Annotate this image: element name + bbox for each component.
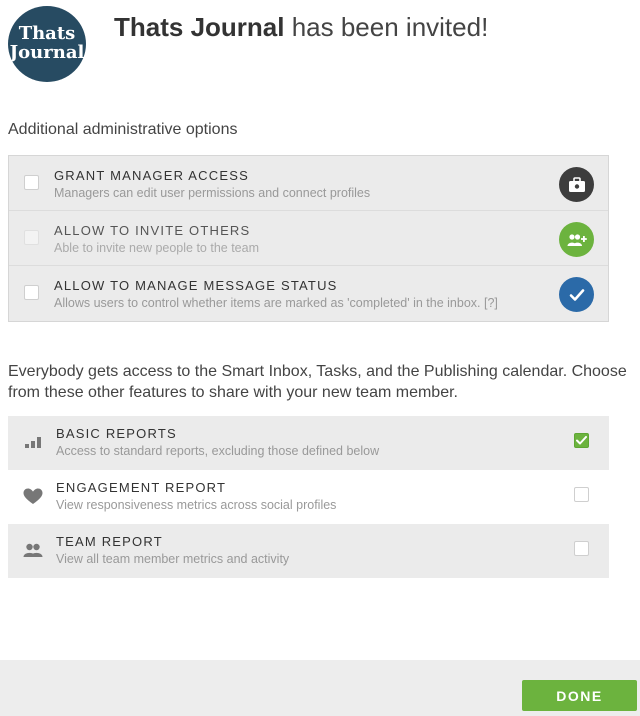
- admin-option-grant-manager[interactable]: [9, 156, 608, 211]
- checkmark-icon: [559, 277, 594, 312]
- heart-icon: [22, 487, 44, 507]
- bar-chart-icon: [22, 433, 44, 453]
- team-people-icon: [22, 541, 44, 561]
- feature-description: View all team member metrics and activity: [56, 552, 290, 566]
- feature-title: TEAM REPORT: [56, 534, 163, 549]
- admin-options-panel: [8, 155, 609, 322]
- admin-option-description: Able to invite new people to the team: [54, 241, 259, 255]
- engagement-report-checkbox[interactable]: [574, 487, 589, 502]
- team-report-checkbox[interactable]: [574, 541, 589, 556]
- headline-suffix: has been invited!: [284, 12, 489, 42]
- admin-option-title: GRANT MANAGER ACCESS: [54, 168, 249, 183]
- admin-option-description: Allows users to control whether items are marked as 'completed' in the inbox. [?]: [54, 296, 498, 310]
- modal-footer: [0, 660, 640, 716]
- feature-description: Access to standard reports, excluding those defined below: [56, 444, 380, 458]
- features-intro-text: Everybody gets access to the Smart Inbox, Tasks, and the Publishing calendar. Choose from these other features to share with your new team member.: [8, 363, 627, 401]
- feature-basic-reports[interactable]: [8, 416, 609, 470]
- invite-headline: [114, 12, 488, 43]
- avatar-text-line2: Journal: [9, 42, 85, 63]
- grant-manager-checkbox[interactable]: [24, 175, 39, 190]
- manager-briefcase-icon: [559, 167, 594, 202]
- admin-option-description: Managers can edit user permissions and connect profiles: [54, 186, 371, 200]
- admin-option-invite-others[interactable]: [9, 211, 608, 266]
- done-button[interactable]: DONE: [522, 680, 637, 711]
- feature-engagement-report[interactable]: [8, 470, 609, 524]
- basic-reports-checkbox[interactable]: [574, 433, 589, 448]
- invite-header: [0, 0, 640, 100]
- admin-option-message-status[interactable]: [9, 266, 608, 321]
- feature-title: BASIC REPORTS: [56, 426, 177, 441]
- admin-option-title: ALLOW TO MANAGE MESSAGE STATUS: [54, 278, 338, 293]
- feature-team-report[interactable]: [8, 524, 609, 578]
- feature-title: ENGAGEMENT REPORT: [56, 480, 227, 495]
- profile-name: Thats Journal: [114, 12, 285, 42]
- avatar-text-line1: Thats: [18, 23, 76, 45]
- feature-description: View responsiveness metrics across social profiles: [56, 498, 337, 512]
- profile-avatar: [8, 6, 86, 82]
- add-people-icon: [559, 222, 594, 257]
- admin-option-title: ALLOW TO INVITE OTHERS: [54, 223, 251, 238]
- admin-section-title: Additional administrative options: [8, 121, 238, 138]
- message-status-checkbox[interactable]: [24, 285, 39, 300]
- invite-others-checkbox[interactable]: [24, 230, 39, 245]
